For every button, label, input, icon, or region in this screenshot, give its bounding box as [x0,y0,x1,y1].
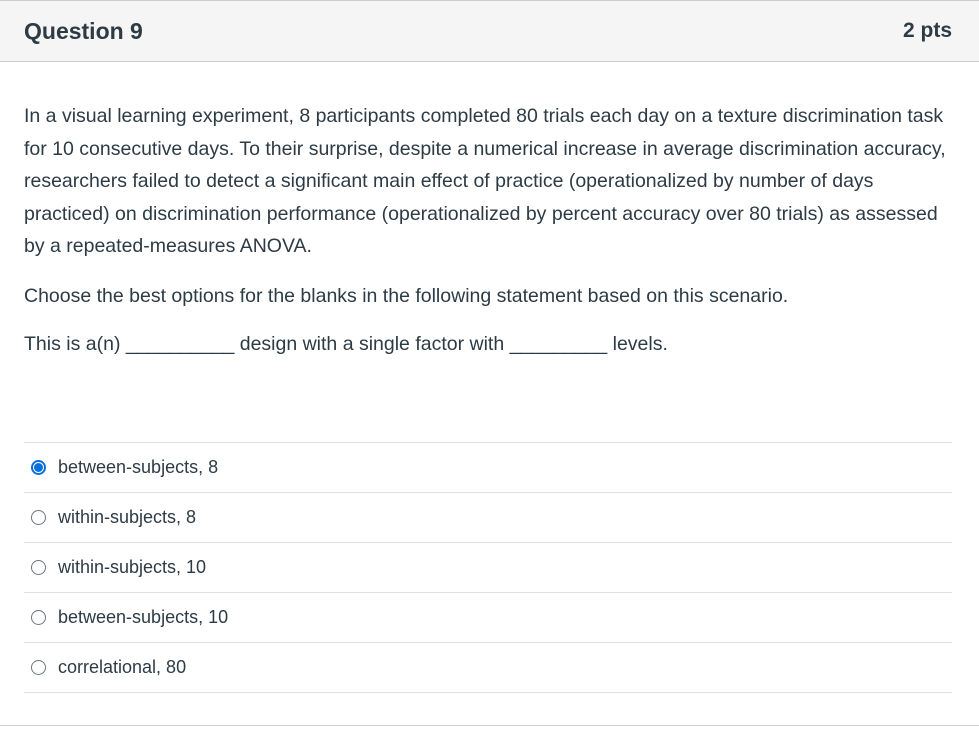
radio-button[interactable] [31,610,46,625]
answer-label[interactable]: between-subjects, 10 [58,607,229,627]
answer-label[interactable]: within-subjects, 10 [58,557,207,577]
question-points: 2 pts [902,19,952,42]
answer-list [24,442,952,693]
answer-label[interactable]: between-subjects, 8 [58,457,219,477]
answer-option[interactable] [24,593,952,643]
question-instruction: Choose the best options for the blanks in the following statement based on this scenario. [24,284,789,307]
answer-label[interactable]: within-subjects, 8 [58,507,197,527]
question-body [0,62,979,361]
answer-label[interactable]: correlational, 80 [58,657,187,677]
radio-button[interactable] [31,660,46,675]
question-statement: This is a(n) __________ design with a single factor with _________ levels. [24,333,668,355]
question-text [24,100,949,361]
radio-button[interactable] [31,460,46,475]
question-title: Question 9 [24,17,143,44]
question-header [0,0,979,62]
answer-option[interactable] [24,643,952,693]
answer-option[interactable] [24,493,952,543]
question-scenario: In a visual learning experiment, 8 participants completed 80 trials each day on a texture discrimination task for 10 consecutive days. To their surprise, despite a numerical increase in average discrimination accuracy, researchers failed to detect a significant main effect of practice (operationalized by number of days practiced) on discrimination performance (operationalized by percent accuracy over 80 trials) as assessed by a repeated-measures ANOVA. [24,105,946,257]
radio-dot-icon [34,463,43,472]
answer-option[interactable] [24,543,952,593]
radio-button[interactable] [31,510,46,525]
radio-button[interactable] [31,560,46,575]
answer-option[interactable] [24,443,952,493]
